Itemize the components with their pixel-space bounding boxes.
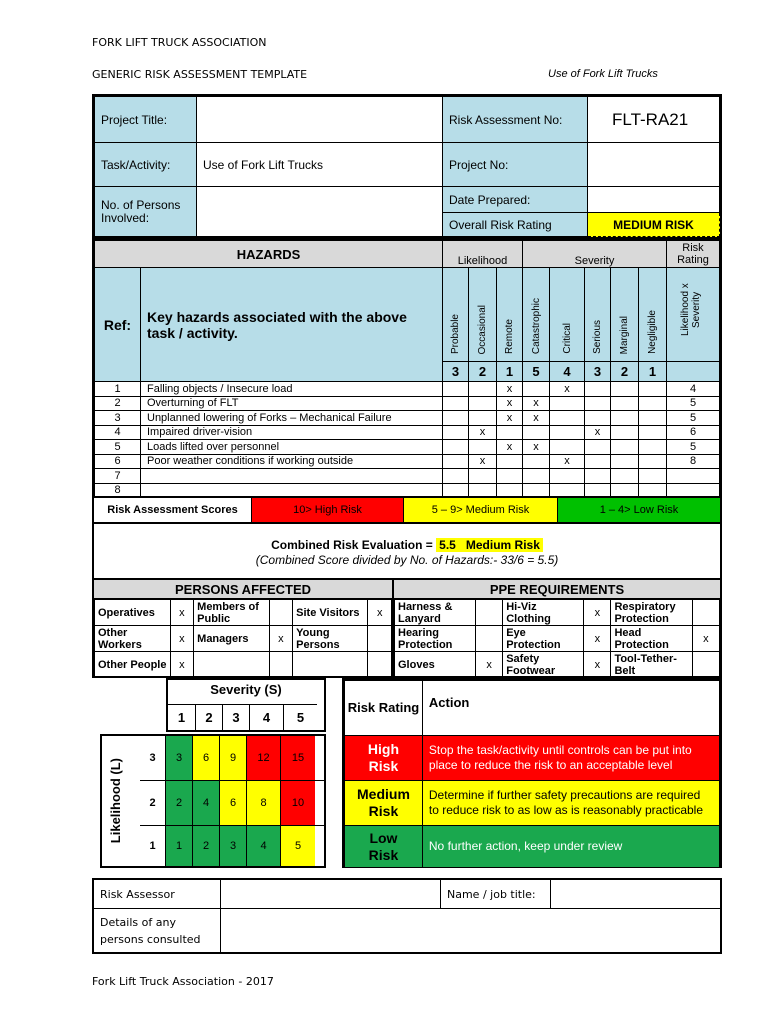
hazard-mark[interactable] <box>443 382 469 397</box>
persons-ppe-section <box>92 578 722 678</box>
matrix-cell: 12 <box>247 736 281 780</box>
occasional-score: 2 <box>469 362 497 382</box>
hazard-description: Poor weather conditions if working outside <box>141 454 443 469</box>
ppe-label: Gloves <box>395 652 476 678</box>
persons_affected-checkbox[interactable]: x <box>368 600 392 626</box>
hazard-row <box>95 440 720 455</box>
hazard-mark[interactable] <box>550 411 585 426</box>
hazard-description: Falling objects / Insecure load <box>141 382 443 397</box>
hazard-mark[interactable] <box>585 469 611 484</box>
ppe-label: Tool-Tether-Belt <box>611 652 692 678</box>
persons_affected-label: Managers <box>194 626 270 652</box>
action-text: No further action, keep under review <box>422 826 719 868</box>
hazard-mark[interactable] <box>469 440 497 455</box>
matrix-cell: 4 <box>193 781 220 825</box>
project-title-field[interactable] <box>197 97 443 143</box>
hazard-mark[interactable] <box>585 396 611 411</box>
matrix-cell: 3 <box>220 826 247 866</box>
marginal-label: Marginal <box>619 315 630 354</box>
hazard-mark[interactable] <box>585 440 611 455</box>
hazard-mark[interactable] <box>443 411 469 426</box>
hazard-mark[interactable]: x <box>523 411 550 426</box>
hazard-rating: 5 <box>667 440 720 455</box>
hazard-mark[interactable] <box>611 411 639 426</box>
matrix-cell: 4 <box>247 826 281 866</box>
hazard-row <box>95 411 720 426</box>
hazard-mark[interactable] <box>550 396 585 411</box>
hazard-mark[interactable] <box>523 454 550 469</box>
serious-score: 3 <box>585 362 611 382</box>
hazard-mark[interactable] <box>611 469 639 484</box>
hazard-row <box>95 396 720 411</box>
hazard-mark[interactable] <box>443 469 469 484</box>
ref-header: Ref: <box>95 268 141 382</box>
action-rating: Low Risk <box>345 826 423 868</box>
org-name: FORK LIFT TRUCK ASSOCIATION <box>92 36 267 49</box>
hazard-row <box>95 469 720 484</box>
persons_affected-checkbox[interactable]: x <box>170 626 194 652</box>
ppe-label: Harness & Lanyard <box>395 600 476 626</box>
hazard-rating: 5 <box>667 396 720 411</box>
ppe-checkbox[interactable]: x <box>584 626 611 652</box>
hazard-mark[interactable]: x <box>497 411 523 426</box>
overall-rating-label: Overall Risk Rating <box>443 213 588 237</box>
matrix-cell: 15 <box>281 736 315 780</box>
serious-label: Serious <box>592 320 603 354</box>
combined-evaluation <box>92 522 722 580</box>
hazard-mark[interactable]: x <box>550 454 585 469</box>
hazard-mark[interactable] <box>611 440 639 455</box>
hazards-title: HAZARDS <box>95 241 443 268</box>
hazard-mark[interactable] <box>639 469 667 484</box>
task-label: Task/Activity: <box>95 143 197 187</box>
likelihood-value: 2 <box>140 781 166 825</box>
hazard-mark[interactable]: x <box>469 425 497 440</box>
action-table <box>342 678 722 868</box>
persons_affected-checkbox[interactable] <box>368 626 392 652</box>
action-col-header: Action <box>422 681 719 736</box>
hazard-ref: 3 <box>95 411 141 426</box>
hazard-mark[interactable] <box>443 454 469 469</box>
ppe-checkbox[interactable]: x <box>692 626 719 652</box>
matrix-severity-header <box>166 678 326 732</box>
severity-value: 3 <box>222 704 249 730</box>
hazard-mark[interactable] <box>585 411 611 426</box>
risk-rating-col-header: Risk Rating <box>345 681 423 736</box>
hazard-mark[interactable]: x <box>585 425 611 440</box>
hazard-rating <box>667 469 720 484</box>
negligible-label: Negligible <box>647 310 658 354</box>
persons_affected-label: Members of Public <box>194 600 270 626</box>
persons_affected-label: Other Workers <box>95 626 171 652</box>
persons_affected-checkbox[interactable] <box>368 652 392 678</box>
hazard-rating: 5 <box>667 411 720 426</box>
ra-no-value: FLT-RA21 <box>588 97 720 143</box>
persons-label: No. of Persons Involved: <box>95 187 197 237</box>
project-title-label: Project Title: <box>95 97 197 143</box>
hazard-mark[interactable] <box>523 382 550 397</box>
hazard-mark[interactable] <box>639 396 667 411</box>
ppe-title: PPE REQUIREMENTS <box>394 580 720 599</box>
hazard-ref: 7 <box>95 469 141 484</box>
severity-value: 2 <box>195 704 222 730</box>
hazard-ref: 4 <box>95 425 141 440</box>
hazard-mark[interactable] <box>497 469 523 484</box>
assessor-label: Risk Assessor <box>94 880 221 909</box>
critical-label: Critical <box>561 323 573 354</box>
ppe-label: Eye Protection <box>503 626 584 652</box>
persons_affected-label: Operatives <box>95 600 171 626</box>
footer: Fork Lift Truck Association - 2017 <box>92 975 274 988</box>
action-text: Determine if further safety precautions are required to reduce risk to as low as is reasonably practicable <box>422 781 719 826</box>
likelihood-value: 3 <box>140 736 166 780</box>
scores-label: Risk Assessment Scores <box>94 498 252 522</box>
occasional-label: Occasional <box>477 304 488 354</box>
hazard-mark[interactable] <box>550 440 585 455</box>
matrix-cell: 6 <box>193 736 220 780</box>
hazard-mark[interactable] <box>443 440 469 455</box>
hazard-mark[interactable] <box>550 469 585 484</box>
hazard-description: Unplanned lowering of Forks – Mechanical Failure <box>141 411 443 426</box>
project-info <box>92 94 722 238</box>
hazards-section <box>92 238 722 498</box>
hazard-row <box>95 382 720 397</box>
assessor-section <box>92 878 722 954</box>
matrix-row <box>140 736 324 780</box>
hazard-mark[interactable] <box>611 382 639 397</box>
hazard-ref: 5 <box>95 440 141 455</box>
hazard-mark[interactable] <box>639 411 667 426</box>
overall-rating-value: MEDIUM RISK <box>588 213 720 237</box>
hazard-description <box>141 469 443 484</box>
persons_affected-label <box>194 652 270 678</box>
ppe-label: Safety Footwear <box>503 652 584 678</box>
hazard-mark[interactable] <box>497 454 523 469</box>
ppe-label: Respiratory Protection <box>611 600 692 626</box>
critical-score: 4 <box>550 362 585 382</box>
likelihood-value: 1 <box>140 826 166 866</box>
hazard-mark[interactable] <box>497 425 523 440</box>
hazard-description: Overturning of FLT <box>141 396 443 411</box>
hazard-mark[interactable] <box>443 396 469 411</box>
medium-risk-band: 5 – 9> Medium Risk <box>404 498 558 522</box>
hazard-ref: 2 <box>95 396 141 411</box>
matrix-cell: 5 <box>281 826 315 866</box>
negligible-score: 1 <box>639 362 667 382</box>
likelihood-x-severity-label: Likelihood x Severity <box>680 283 702 336</box>
date-label: Date Prepared: <box>443 187 588 213</box>
risk-rating-header: Risk Rating <box>667 241 720 268</box>
ppe-label: Head Protection <box>611 626 692 652</box>
hazard-mark[interactable] <box>469 469 497 484</box>
action-text: Stop the task/activity until controls can be put into place to reduce the risk to an acceptable level <box>422 736 719 781</box>
hazard-mark[interactable] <box>585 382 611 397</box>
catastrophic-score: 5 <box>523 362 550 382</box>
high-risk-band: 10> High Risk <box>252 498 404 522</box>
hazard-rating: 8 <box>667 454 720 469</box>
ppe-checkbox[interactable]: x <box>584 600 611 626</box>
severity-value: 5 <box>283 704 317 730</box>
ppe-checkbox[interactable]: x <box>476 652 503 678</box>
risk-matrix <box>100 678 326 868</box>
persons_affected-label: Young Persons <box>293 626 368 652</box>
matrix-row <box>140 825 324 866</box>
remote-score: 1 <box>497 362 523 382</box>
date-field[interactable] <box>588 187 720 213</box>
name-job-field[interactable] <box>551 880 721 909</box>
persons-field[interactable] <box>197 187 443 237</box>
hazard-mark[interactable] <box>469 382 497 397</box>
task-value: Use of Fork Lift Trucks <box>197 143 443 187</box>
catastrophic-label: Catastrophic <box>530 297 542 354</box>
hazard-mark[interactable] <box>523 425 550 440</box>
hazard-description: Impaired driver-vision <box>141 425 443 440</box>
ra-no-label: Risk Assessment No: <box>443 97 588 143</box>
probable-score: 3 <box>443 362 469 382</box>
hazard-mark[interactable]: x <box>497 440 523 455</box>
marginal-score: 2 <box>611 362 639 382</box>
hazard-mark[interactable]: x <box>523 440 550 455</box>
matrix-cell: 2 <box>166 781 193 825</box>
hazard-mark[interactable] <box>639 440 667 455</box>
action-row <box>345 736 720 781</box>
ppe-label: Hi-Viz Clothing <box>503 600 584 626</box>
matrix-cell: 10 <box>281 781 315 825</box>
hazard-description: Loads lifted over personnel <box>141 440 443 455</box>
hazard-mark[interactable] <box>639 382 667 397</box>
persons_affected-checkbox[interactable] <box>269 652 293 678</box>
consulted-label: Details of any persons consulted <box>94 909 221 953</box>
hazard-mark[interactable] <box>550 425 585 440</box>
action-row <box>345 826 720 868</box>
ppe-checkbox[interactable] <box>692 652 719 678</box>
severity-header: Severity <box>523 241 667 268</box>
ppe-checkbox[interactable] <box>692 600 719 626</box>
ppe-checkbox[interactable] <box>476 600 503 626</box>
severity-axis-label: Severity (S) <box>210 682 282 697</box>
hazard-mark[interactable]: x <box>523 396 550 411</box>
name-job-label: Name / job title: <box>441 880 551 909</box>
doc-subject: Use of Fork Lift Trucks <box>548 68 658 80</box>
hazard-mark[interactable] <box>469 396 497 411</box>
action-row <box>345 781 720 826</box>
key-hazards-header: Key hazards associated with the above task / activity. <box>141 268 443 382</box>
hazard-mark[interactable] <box>469 411 497 426</box>
remote-label: Remote <box>504 318 515 354</box>
low-risk-band: 1 – 4> Low Risk <box>558 498 720 522</box>
hazard-ref: 1 <box>95 382 141 397</box>
hazard-ref: 6 <box>95 454 141 469</box>
hazard-mark[interactable]: x <box>497 382 523 397</box>
hazard-rating: 6 <box>667 425 720 440</box>
risk-scores-legend <box>92 496 722 524</box>
hazard-mark[interactable] <box>639 425 667 440</box>
likelihood-header: Likelihood <box>443 241 523 268</box>
hazard-ref: 8 <box>95 483 141 498</box>
severity-value: 4 <box>249 704 283 730</box>
hazard-mark[interactable] <box>611 454 639 469</box>
hazard-mark[interactable] <box>585 454 611 469</box>
hazard-row <box>95 425 720 440</box>
evaluation-value: 5.5 <box>439 538 456 552</box>
matrix-cell: 3 <box>166 736 193 780</box>
hazard-rating: 4 <box>667 382 720 397</box>
project-no-label: Project No: <box>443 143 588 187</box>
action-rating: High Risk <box>345 736 423 781</box>
persons-affected-title: PERSONS AFFECTED <box>94 580 392 599</box>
hazard-row <box>95 454 720 469</box>
hazard-mark[interactable] <box>611 396 639 411</box>
matrix-cell: 8 <box>247 781 281 825</box>
ppe-label: Hearing Protection <box>395 626 476 652</box>
hazard-mark[interactable] <box>443 425 469 440</box>
ppe-checkbox[interactable] <box>476 626 503 652</box>
persons_affected-checkbox[interactable]: x <box>170 600 194 626</box>
project-no-field[interactable] <box>588 143 720 187</box>
assessor-field[interactable] <box>221 880 441 909</box>
persons_affected-checkbox[interactable] <box>269 600 293 626</box>
hazard-mark[interactable] <box>611 425 639 440</box>
doc-title: GENERIC RISK ASSESSMENT TEMPLATE <box>92 68 308 81</box>
matrix-cell: 1 <box>166 826 193 866</box>
evaluation-rating: Medium Risk <box>465 538 540 552</box>
hazard-mark[interactable] <box>639 454 667 469</box>
probable-label: Probable <box>450 313 461 354</box>
matrix-row <box>140 780 324 825</box>
hazard-mark[interactable]: x <box>550 382 585 397</box>
ppe-checkbox[interactable]: x <box>584 652 611 678</box>
hazard-mark[interactable] <box>523 469 550 484</box>
matrix-cell: 9 <box>220 736 247 780</box>
persons_affected-label <box>293 652 368 678</box>
action-rating: Medium Risk <box>345 781 423 826</box>
matrix-cell: 2 <box>193 826 220 866</box>
hazard-mark[interactable]: x <box>469 454 497 469</box>
likelihood-axis-label: Likelihood (L) <box>108 758 123 844</box>
severity-value: 1 <box>168 704 195 730</box>
persons_affected-checkbox[interactable]: x <box>170 652 194 678</box>
evaluation-note: (Combined Score divided by No. of Hazards:- 33/6 = 5.5) <box>255 553 559 567</box>
persons_affected-label: Other People <box>95 652 171 678</box>
persons_affected-checkbox[interactable]: x <box>269 626 293 652</box>
evaluation-label: Combined Risk Evaluation = <box>271 538 433 552</box>
hazard-mark[interactable]: x <box>497 396 523 411</box>
matrix-cell: 6 <box>220 781 247 825</box>
consulted-field[interactable] <box>221 909 721 953</box>
persons_affected-label: Site Visitors <box>293 600 368 626</box>
